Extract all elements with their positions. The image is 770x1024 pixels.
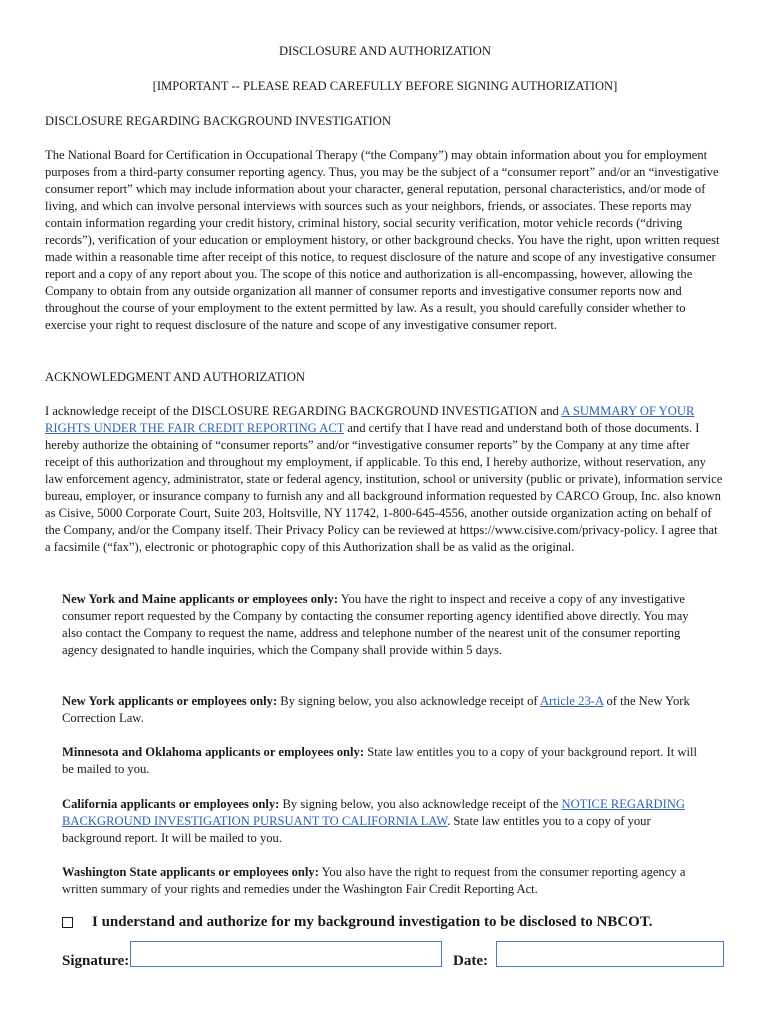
ny-text-after: of the New York Correction Law.: [62, 694, 690, 725]
date-label: Date:: [453, 953, 488, 969]
mn-ok-notice: [62, 744, 712, 778]
ack-text-after: and certify that I have read and understand both of those documents. I hereby authorize the obtaining of “consumer reports” and/or “investigative consumer reports” by the Company at any time after receipt of this authorization and throughout my employment, if applicable. To this end, I hereby authorize, without reservation, any law enforcement agency, administrator, state or federal agency, institution, school or university (public or private), information service bureau, employer, or insurance company to furnish any and all background information requested by CARCO Group, Inc. also known as Cisive, 5000 Corporate Court, Suite 203, Holtsville, NY 11742, 1-800-645-4556, another outside organization acting on behalf of the Company, and/or the Company itself. Their Privacy Policy can be reviewed at https://www.cisive.com/privacy-policy. I agree that a facsimile (“fax”), electronic or photographic copy of this Authorization shall be as valid as the original.: [45, 421, 723, 554]
consent-row: [62, 914, 653, 931]
ca-label: California applicants or employees only:: [62, 797, 280, 811]
disclosure-body: The National Board for Certification in Occupational Therapy (“the Company”) may obtain information about you for employment purposes from a third-party consumer reporting agency. Thus, you may be the subject of a “consumer report” and/or an “investigative consumer report” which may include information about your character, general reputation, personal characteristics, and/or mode of living, and which can involve personal interviews with sources such as your neighbors, friends, or associates. These reports may contain information regarding your credit history, criminal history, social security verification, motor vehicle records (“driving records”), verification of your education or employment history, or other background checks. You have the right, upon written request made within a reasonable time after receipt of this notice, to request disclosure of the nature and scope of any investigative consumer report and a copy of any report about you. The scope of this notice and authorization is all-encompassing, however, allowing the Company to obtain from any outside organization all manner of consumer reports and investigative consumer reports now and throughout the course of your employment to the extent permitted by law. As a result, you should carefully consider whether to exercise your right to request disclosure of the nature and scope of any investigative consumer report.: [45, 148, 720, 332]
ca-text-after: . State law entitles you to a copy of your background report. It will be mailed to you.: [62, 814, 651, 845]
signature-label: Signature:: [62, 953, 130, 969]
ny-maine-notice: [62, 591, 712, 659]
acknowledgment-heading: ACKNOWLEDGMENT AND AUTHORIZATION: [45, 370, 306, 384]
fcra-summary-link[interactable]: A SUMMARY OF YOUR RIGHTS UNDER THE FAIR CREDIT REPORTING ACT: [45, 404, 695, 435]
ny-label: New York applicants or employees only:: [62, 694, 278, 708]
wa-text: You also have the right to request from the consumer reporting agency a written summary of your rights and remedies under the Washington Fair Credit Reporting Act.: [62, 865, 686, 896]
ack-text-before: I acknowledge receipt of the DISCLOSURE REGARDING BACKGROUND INVESTIGATION and: [45, 404, 562, 418]
date-field[interactable]: [496, 941, 724, 967]
acknowledgment-body: [45, 403, 725, 556]
ca-notice-link[interactable]: NOTICE REGARDING BACKGROUND INVESTIGATION PURSUANT TO CALIFORNIA LAW: [62, 797, 685, 828]
consent-checkbox[interactable]: [62, 917, 73, 928]
ny-maine-text: You have the right to inspect and receive a copy of any investigative consumer report requested by the Company by contacting the consumer reporting agency identified above directly. You may also contact the Company to request the name, address and telephone number of the nearest unit of the consumer reporting agency designated to handle inquiries, which the Company shall provide within 5 days.: [62, 592, 689, 657]
mn-ok-label: Minnesota and Oklahoma applicants or employees only:: [62, 745, 365, 759]
ny-text-before: By signing below, you also acknowledge receipt of: [277, 694, 541, 708]
article-23a-link[interactable]: Article 23-A: [540, 694, 604, 708]
ca-text-before: By signing below, you also acknowledge receipt of the: [279, 797, 562, 811]
ny-notice: [62, 693, 712, 727]
important-notice: [IMPORTANT -- PLEASE READ CAREFULLY BEFORE SIGNING AUTHORIZATION]: [152, 79, 618, 93]
wa-notice: [62, 864, 712, 898]
disclosure-heading: DISCLOSURE REGARDING BACKGROUND INVESTIGATION: [45, 114, 391, 128]
page-title: DISCLOSURE AND AUTHORIZATION: [279, 44, 491, 58]
ca-notice: [62, 796, 712, 847]
signature-field[interactable]: [130, 941, 442, 967]
consent-label: I understand and authorize for my background investigation to be disclosed to NBCOT.: [92, 914, 653, 930]
ny-maine-label: New York and Maine applicants or employees only:: [62, 592, 339, 606]
mn-ok-text: State law entitles you to a copy of your background report. It will be mailed to you.: [62, 745, 698, 776]
wa-label: Washington State applicants or employees only:: [62, 865, 319, 879]
